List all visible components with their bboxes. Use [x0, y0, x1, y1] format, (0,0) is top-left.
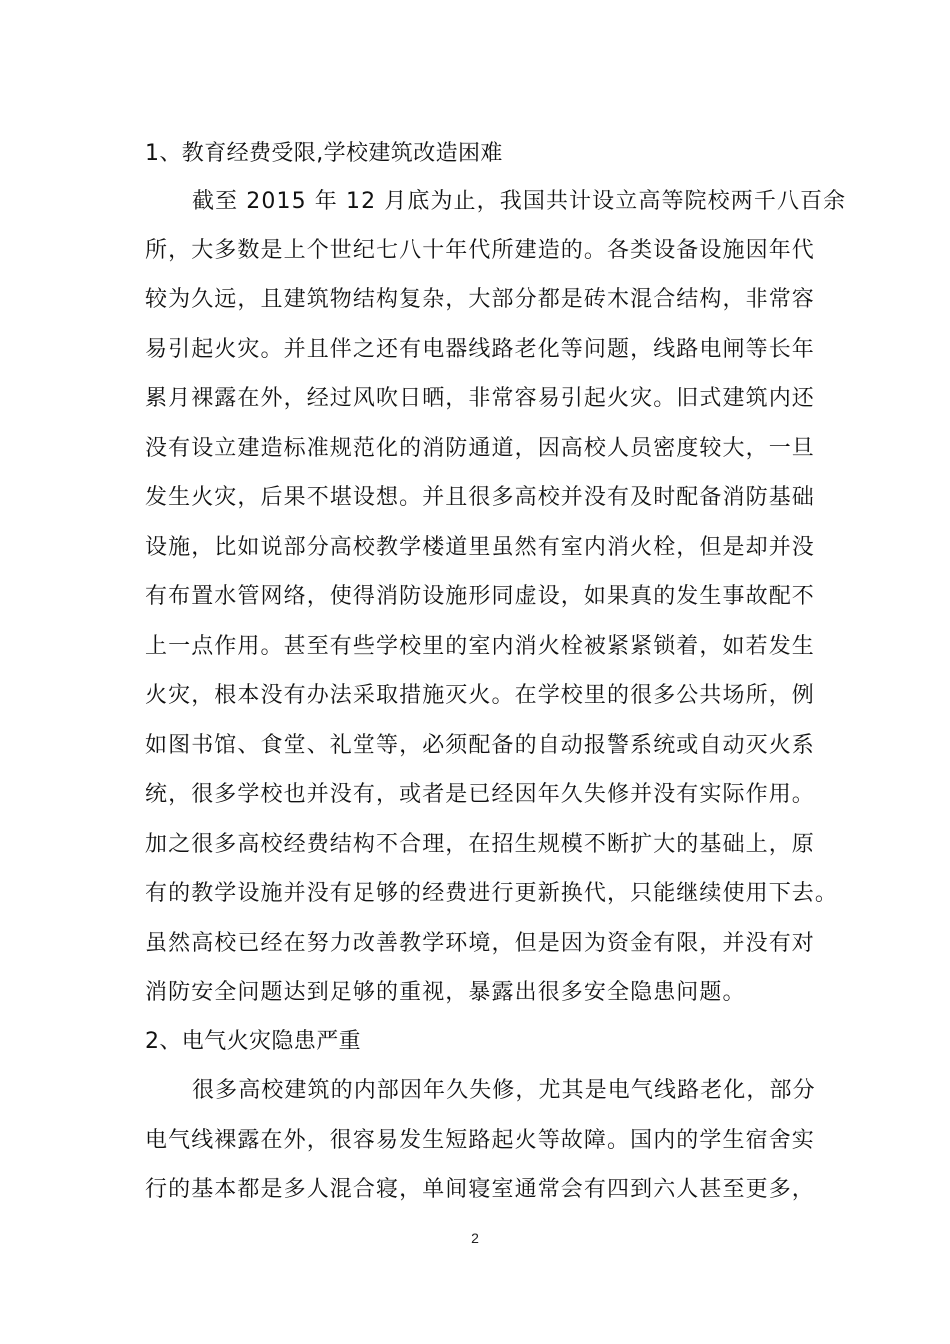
paragraph-1-line: 虽然高校已经在努力改善教学环境，但是因为资金有限，并没有对 [145, 931, 815, 956]
paragraph-1-line: 有布置水管网络，使得消防设施形同虚设，如果真的发生事故配不 [145, 584, 815, 609]
paragraph-1-line: 有的教学设施并没有足够的经费进行更新换代，只能继续使用下去。 [145, 881, 839, 906]
paragraph-1-line: 加之很多高校经费结构不合理，在招生规模不断扩大的基础上，原 [145, 832, 815, 857]
paragraph-1-line: 发生火灾，后果不堪设想。并且很多高校并没有及时配备消防基础 [145, 485, 815, 510]
paragraph-2-line: 很多高校建筑的内部因年久失修，尤其是电气线路老化，部分 [192, 1078, 816, 1103]
paragraph-2-line: 电气线裸露在外，很容易发生短路起火等故障。国内的学生宿舍实 [145, 1128, 815, 1153]
paragraph-1-line: 设施，比如说部分高校教学楼道里虽然有室内消火栓，但是却并没 [145, 535, 815, 560]
paragraph-1-line: 上一点作用。甚至有些学校里的室内消火栓被紧紧锁着，如若发生 [145, 634, 815, 659]
paragraph-1-line: 累月裸露在外，经过风吹日晒，非常容易引起火灾。旧式建筑内还 [145, 386, 815, 411]
paragraph-1-line: 易引起火灾。并且伴之还有电器线路老化等问题，线路电闸等长年 [145, 337, 815, 362]
paragraph-1-line: 没有设立建造标准规范化的消防通道，因高校人员密度较大，一旦 [145, 436, 815, 461]
section-1-heading: 1、教育经费受限,学校建筑改造困难 [145, 141, 503, 166]
paragraph-1-line: 火灾，根本没有办法采取措施灭火。在学校里的很多公共场所，例 [145, 683, 815, 708]
paragraph-1-line: 所，大多数是上个世纪七八十年代所建造的。各类设备设施因年代 [145, 238, 815, 263]
section-2-heading: 2、电气火灾隐患严重 [145, 1029, 361, 1054]
paragraph-2-line: 行的基本都是多人混合寝，单间寝室通常会有四到六人甚至更多， [145, 1177, 815, 1202]
paragraph-1-line: 截至 2015 年 12 月底为止，我国共计设立高等院校两千八百余 [192, 189, 847, 214]
paragraph-1-line: 较为久远，且建筑物结构复杂，大部分都是砖木混合结构，非常容 [145, 287, 815, 312]
paragraph-1-line: 如图书馆、食堂、礼堂等，必须配备的自动报警系统或自动灭火系 [145, 733, 815, 758]
paragraph-1-line: 消防安全问题达到足够的重视，暴露出很多安全隐患问题。 [145, 980, 746, 1005]
paragraph-1-line: 统，很多学校也并没有，或者是已经因年久失修并没有实际作用。 [145, 782, 815, 807]
page-number: 2 [471, 1230, 479, 1246]
